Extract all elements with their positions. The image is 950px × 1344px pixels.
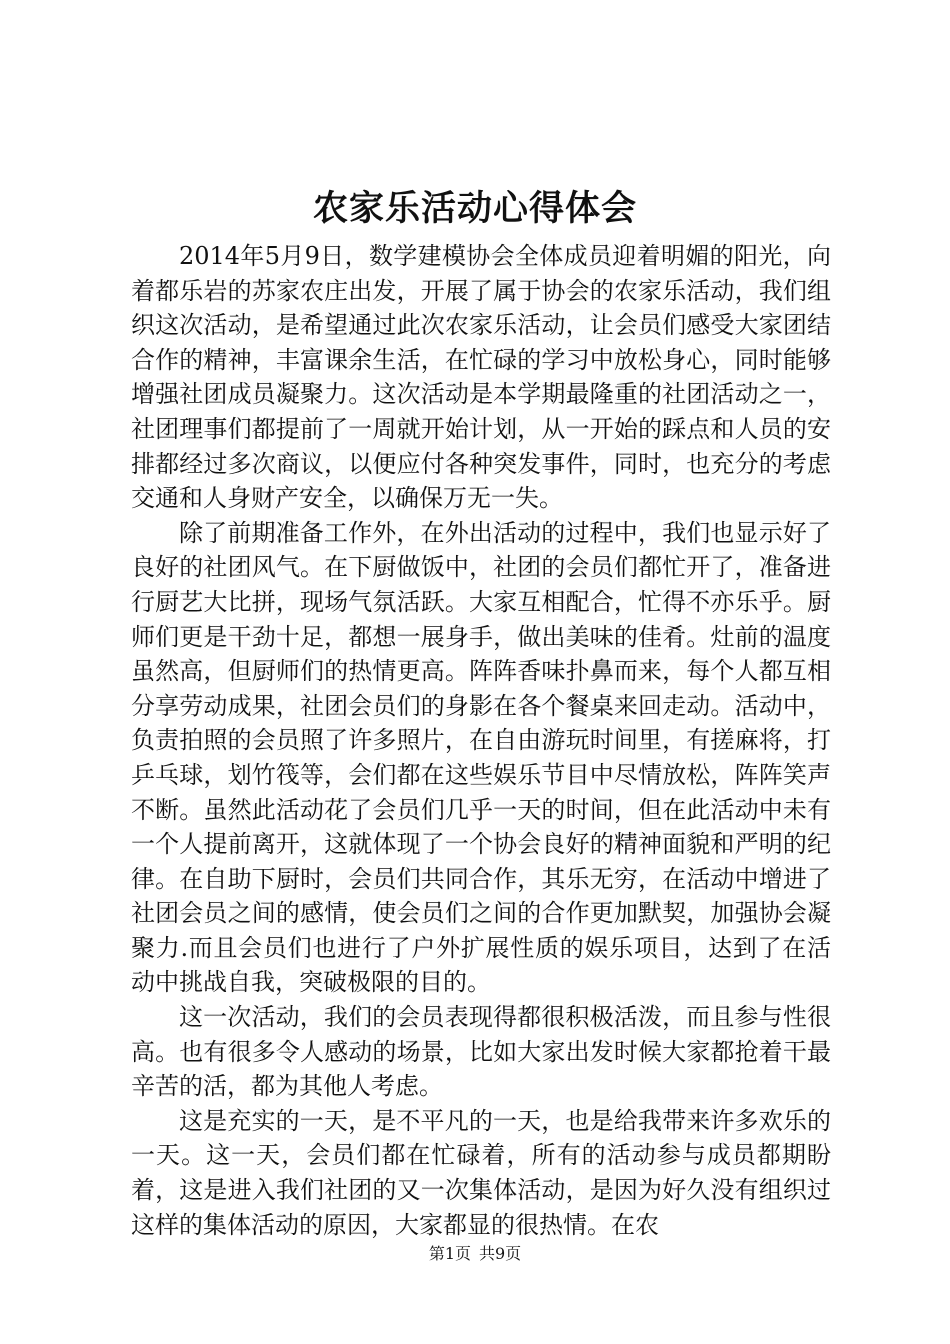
- paragraph-1: 2014年5月9日，数学建模协会全体成员迎着明媚的阳光，向着都乐岩的苏家农庄出发，开展了属于协会的农家乐活动，我们组织这次活动，是希望通过此次农家乐活动，让会员们感受大家团结合作的精神，丰富课余生活，在忙碌的学习中放松身心，同时能够增强社团成员凝聚力。这次活动是本学期最隆重的社团活动之一，社团理事们都提前了一周就开始计划，从一开始的踩点和人员的安排都经过多次商议，以便应付各种突发事件，同时，也充分的考虑交通和人身财产安全，以确保万无一失。: [131, 242, 831, 513]
- paragraph-2: 除了前期准备工作外，在外出活动的过程中，我们也显示好了良好的社团风气。在下厨做饭中，社团的会员们都忙开了，准备进行厨艺大比拼，现场气氛活跃。大家互相配合，忙得不亦乐乎。厨师们更是干劲十足，都想一展身手，做出美味的佳肴。灶前的温度虽然高，但厨师们的热情更高。阵阵香味扑鼻而来，每个人都互相分享劳动成果，社团会员们的身影在各个餐桌来回走动。活动中，负责拍照的会员照了许多照片，在自由游玩时间里，有搓麻将，打乒乓球，划竹筏等，会们都在这些娱乐节目中尽情放松，阵阵笑声不断。虽然此活动花了会员们几乎一天的时间，但在此活动中未有一个人提前离开，这就体现了一个协会良好的精神面貌和严明的纪律。在自助下厨时，会员们共同合作，其乐无穷，在活动中增进了社团会员之间的感情，使会员们之间的合作更加默契，加强协会凝聚力.而且会员们也进行了户外扩展性质的娱乐项目，达到了在活动中挑战自我，突破极限的目的。: [131, 518, 831, 997]
- paragraph-4: 这是充实的一天，是不平凡的一天，也是给我带来许多欢乐的一天。这一天，会员们都在忙碌着，所有的活动参与成员都期盼着，这是进入我们社团的又一次集体活动，是因为好久没有组织过这样的集体活动的原因，大家都显的很热情。在农: [131, 1106, 831, 1239]
- document-body: [131, 239, 831, 1242]
- document-title: 农家乐活动心得体会: [312, 188, 637, 229]
- page-footer: [0, 1242, 950, 1266]
- paragraph-3: 这一次活动，我们的会员表现得都很积极活泼，而且参与性很高。也有很多令人感动的场景，比如大家出发时候大家都抢着干最辛苦的活，都为其他人考虑。: [131, 1003, 831, 1101]
- page-total: 共9页: [479, 1244, 522, 1263]
- page-number: 第1页: [428, 1244, 471, 1263]
